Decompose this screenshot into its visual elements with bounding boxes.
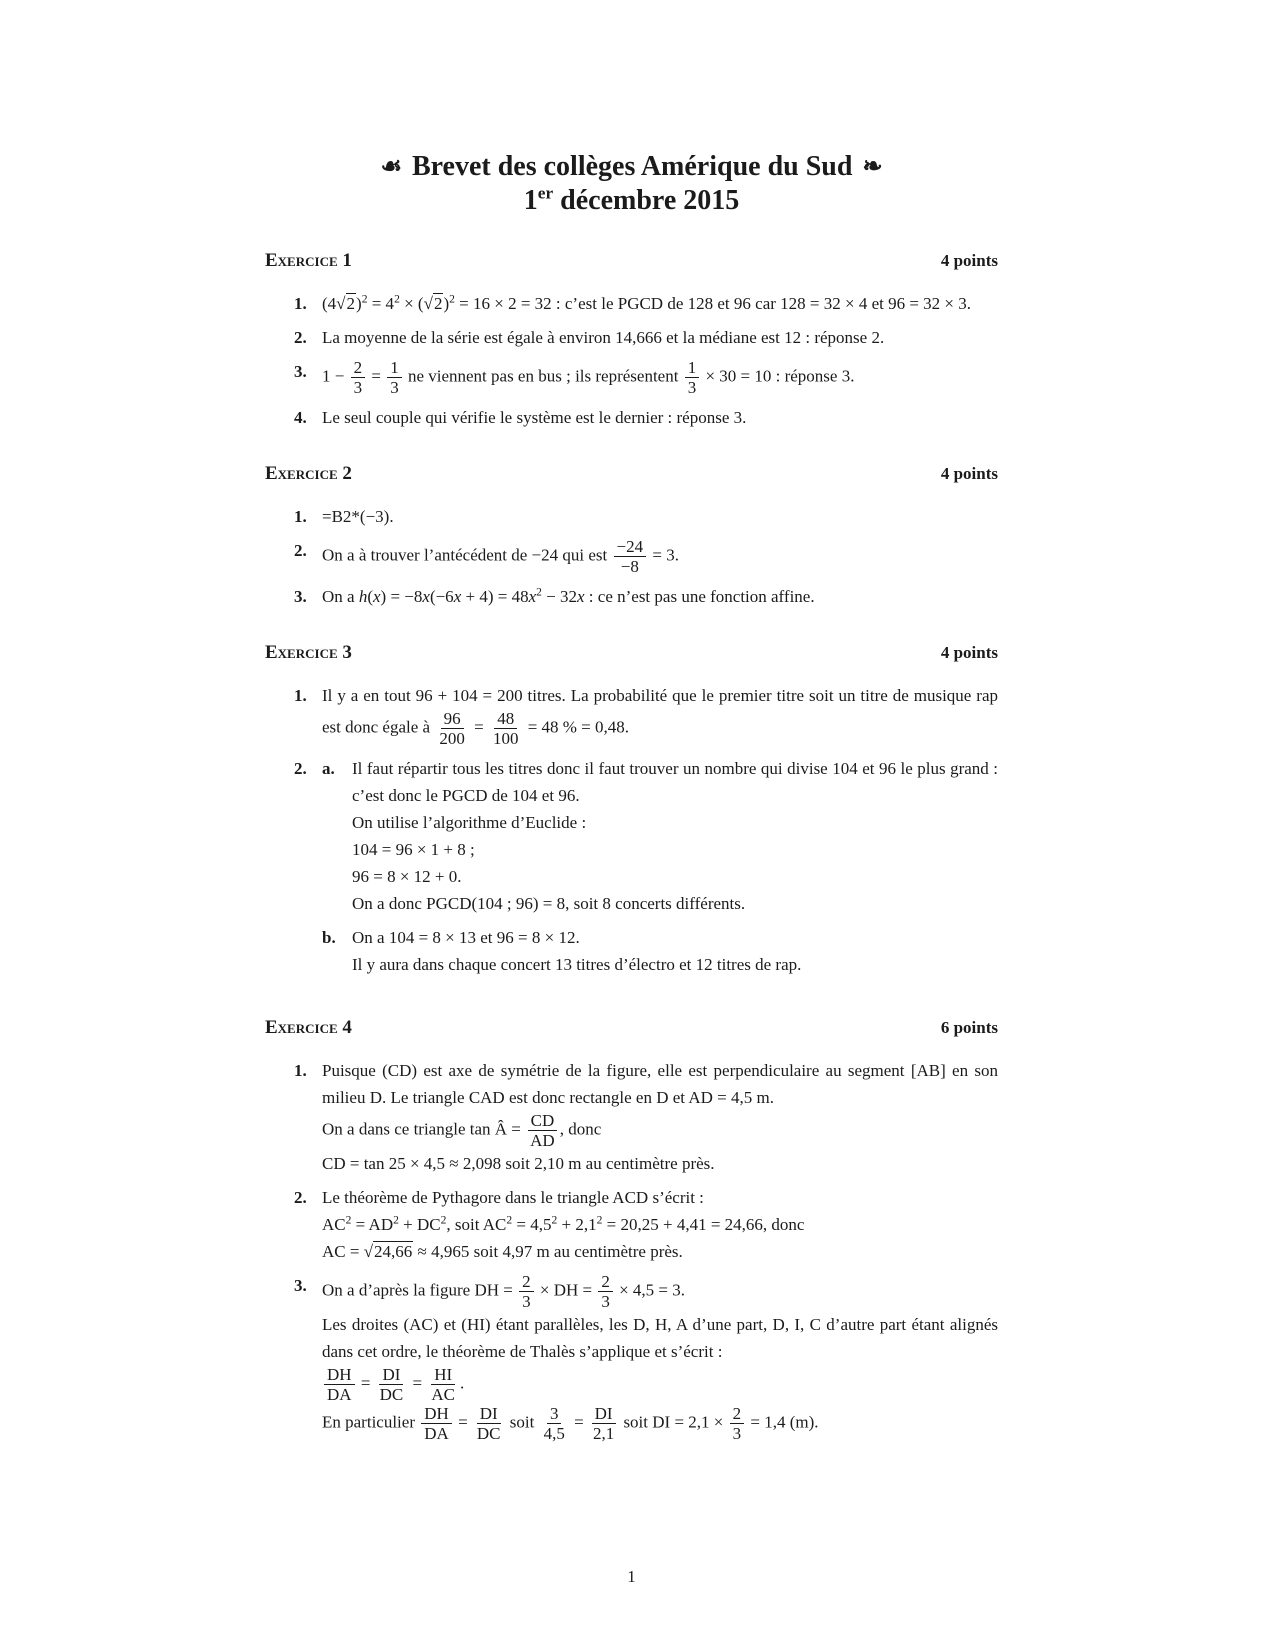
exercise-section [265,639,998,985]
item-number: 2. [294,328,307,347]
radicand: 2 [433,294,443,313]
fraction-numerator: DH [421,1404,452,1424]
paragraph: $(4√2)^2 = 4^2 \times (√2)^2 = 16 \times 2 = 32$ : c’est le PGCD de 128 et 96 car 128 = 32 × 4 et 96 = 32 × 3. [322,290,998,317]
exercise-points-badge: 4 points [940,643,998,662]
fraction-numerator: 2 [351,358,366,378]
exercise-section [265,460,998,610]
item-number: 2. [294,541,307,560]
exercise-heading: Exercice 1 [265,250,352,271]
fraction-denominator: 2,1 [592,1424,615,1443]
fraction [685,358,700,397]
exercise-points-badge: 4 points [940,464,998,483]
paragraph: En particulier $\frac{DH}{DA}$ = $\frac{DI}{DC}$ soit $\frac{3}{4,5}$ = $\frac{DI}{2,1}$ soit DI = 2,1 × $\frac{2}{3}$ = 1,4 (m). [322,1404,819,1443]
paragraph: On utilise l’algorithme d’Euclide : [352,813,587,832]
title-text: Brevet des collèges Amérique du Sud [411,151,853,182]
item-text [322,358,998,397]
paragraph: La moyenne de la série est égale à environ 14,666 et la médiane est 12 : réponse 2. [322,328,885,347]
fraction-numerator: DI [379,1365,403,1385]
fraction [421,1404,452,1443]
fraction-denominator: 3 [601,1292,610,1311]
math-variable: x [373,587,381,606]
date-ordinal-superscript: er [537,183,554,203]
paragraph: Le seul couple qui vérifie le système est le dernier : réponse 3. [322,408,747,427]
fraction-numerator: CD [528,1111,558,1131]
fraction-numerator: HI [431,1365,455,1385]
radical-sign-icon: √ [423,294,433,313]
fraction [436,709,468,748]
paragraph: On a dans ce triangle tan Â = $\frac{CD}{AD}$ , donc [322,1111,602,1150]
item-text [322,1184,998,1265]
paragraph: $\frac{DH}{DA}$ = $\frac{DI}{DC}$ = $\frac{HI}{AC}$ . [322,1365,998,1404]
item-text [322,583,998,610]
item-number: 4. [294,408,307,427]
fraction-numerator: DH [324,1365,355,1385]
item-text [322,324,998,351]
math-variable: x [528,587,537,606]
leaf-ornament-left-icon: ☙ [380,154,402,180]
fraction [614,537,647,576]
paragraph: 1 − $\frac{2}{3}$ = $\frac{1}{3}$ ne viennent pas en bus ; ils représentent $\frac{1}{3}$ × 30 = 10 : réponse 3. [322,358,855,397]
fraction-denominator: DA [327,1385,352,1404]
exercise-heading: Exercice 4 [265,1017,352,1038]
radical-sign-icon: √ [336,294,346,313]
paragraph: Puisque (CD) est axe de symétrie de la figure, elle est perpendiculaire au segment [AB] en son milieu D. Le triangle CAD est donc rectangle en D et AD = 4,5 m. [322,1061,998,1107]
exercise-items [265,682,998,985]
item-number: 3. [294,1276,307,1295]
paragraph: $AC^2 = AD^2 + DC^2$, soit $AC^2 = 4,5^2 + 2,1^2 = 20,25 + 4,41 = 24,66$, donc [322,1213,805,1234]
fraction-numerator: DI [592,1404,616,1424]
item-number: 3. [294,587,307,606]
exercise-header [265,460,998,487]
fraction [387,358,402,397]
list-item [265,404,998,431]
fraction [324,1365,355,1404]
item-number: 2. [294,759,307,778]
list-item [265,682,998,748]
date-text: décembre 2015 [553,185,740,216]
paragraph: On a 104 = 8 × 13 et 96 = 8 × 12. [352,928,580,947]
paragraph: =B2*(−3). [322,507,394,526]
item-number: 1. [294,294,307,313]
superscript: 2 [536,585,542,599]
item-text [322,404,998,431]
superscript: 2 [596,1213,603,1227]
paragraph: On a $h(x) = -8x(-6x + 4) = 48x^2 - 32x$ : ce n’est pas une fonction affine. [322,585,815,606]
paragraph: Il y a en tout 96 + 104 = 200 titres. La probabilité que le premier titre soit un titre de musique rap est donc égale à $\frac{96}{200}$ = $\frac{48}{100}$ = 48 % = 0,48. [322,686,998,748]
paragraph: On a d’après la figure DH = $\frac{2}{3}$ × DH = $\frac{2}{3}$ × 4,5 = 3. [322,1272,686,1311]
superscript: 2 [393,1213,399,1227]
item-number: 3. [294,362,307,381]
exercise-section [265,247,998,431]
superscript: 2 [449,292,455,306]
item-text [322,755,998,985]
paragraph: Il y aura dans chaque concert 13 titres d’électro et 12 titres de rap. [352,955,802,974]
list-item [265,324,998,351]
exercise-header [265,639,998,666]
leaf-ornament-right-icon: ❧ [862,154,883,180]
fraction-denominator: 200 [439,729,465,748]
paragraph: CD = tan 25 × 4,5 ≈ 2,098 soit 2,10 m au centimètre près. [322,1154,715,1173]
sub-item-text [352,924,998,978]
fraction-denominator: DC [476,1424,501,1443]
item-number: 1. [294,507,307,526]
fraction [598,1272,613,1311]
list-item [265,1184,998,1265]
fraction-denominator: DA [424,1424,449,1443]
fraction-denominator: 3 [353,378,363,397]
superscript: 2 [345,1213,352,1227]
paragraph: Le théorème de Pythagore dans le triangle ACD s’écrit : [322,1188,704,1207]
fraction [527,1111,558,1150]
sub-item-letter: a. [322,759,335,778]
paragraph: Les droites (AC) et (HI) étant parallèles, les D, H, A d’une part, D, I, C d’autre part étant alignés dans cet ordre, le théorème de Thalès s’applique et s’écrit : [322,1315,998,1361]
fraction-denominator: 3 [687,378,697,397]
fraction-denominator: 3 [390,378,399,397]
item-number: 2. [294,1188,307,1207]
exercise-items [265,1057,998,1443]
exercises-container [265,247,998,1443]
list-item [265,358,998,397]
radicand: 24,66 [374,1242,413,1261]
list-item [265,583,998,610]
item-text [322,290,998,317]
fraction [428,1365,458,1404]
list-item [265,755,998,985]
fraction-denominator: DC [379,1385,404,1404]
fraction [519,1272,534,1311]
square-root [336,294,356,313]
list-item [265,1057,998,1177]
fraction-numerator: −24 [614,537,647,557]
fraction-denominator: 3 [522,1292,531,1311]
exercise-points-badge: 6 points [940,1018,998,1037]
math-variable: h [358,587,368,606]
exercise-points-badge: 4 points [940,251,998,270]
sub-item-letter: b. [322,928,336,947]
sub-item-text [352,755,998,917]
fraction-numerator: 1 [685,358,700,378]
sub-list-item [322,755,998,917]
fraction-denominator: 100 [492,729,519,748]
fraction-denominator: 3 [732,1424,742,1443]
list-item [265,1272,998,1443]
item-text [322,537,998,576]
fraction-numerator: 2 [730,1404,745,1424]
math-variable: x [577,587,585,606]
math-variable: x [422,587,430,606]
fraction-numerator: 3 [547,1404,562,1424]
exercise-items [265,290,998,431]
paragraph: On a donc PGCD(104 ; 96) = 8, soit 8 concerts différents. [352,894,746,913]
superscript: 2 [551,1213,558,1227]
square-root [364,1242,414,1261]
item-text [322,503,998,530]
item-number: 1. [294,686,307,705]
paragraph: On a à trouver l’antécédent de −24 qui est $\frac{-24}{-8}$ = 3. [322,537,679,576]
exercise-items [265,503,998,610]
radicand: 2 [346,294,356,313]
item-text [322,682,998,748]
page-number: 1 [627,1567,636,1586]
paragraph: 96 = 8 × 12 + 0. [352,867,462,886]
paragraph: 104 = 96 × 1 + 8 ; [352,840,475,859]
exercise-header [265,1014,998,1041]
superscript: 2 [506,1213,513,1227]
fraction [351,358,366,397]
radical-sign-icon: √ [363,1242,374,1261]
paragraph: AC = √24,66 ≈ 4,965 soit 4,97 m au centimètre près. [322,1238,998,1265]
fraction [730,1404,745,1443]
fraction [541,1404,568,1443]
fraction [377,1365,407,1404]
fraction [490,709,522,748]
exercise-heading: Exercice 3 [265,642,352,663]
list-item [265,290,998,317]
fraction-numerator: DI [477,1404,501,1424]
fraction [474,1404,504,1443]
fraction-denominator: AC [431,1385,455,1404]
fraction-numerator: 1 [387,358,402,378]
date-number: 1 [523,185,538,216]
fraction-denominator: −8 [620,557,639,576]
fraction-denominator: AD [530,1131,555,1150]
superscript: 2 [440,1213,447,1227]
math-variable: x [453,587,462,606]
square-root [424,294,444,313]
item-text [322,1057,998,1177]
document-title [265,150,998,184]
list-item [265,537,998,576]
fraction-numerator: 48 [494,709,517,729]
superscript: 2 [361,292,368,306]
document-date [265,184,998,218]
fraction-numerator: 2 [598,1272,613,1292]
superscript: 2 [394,292,400,306]
exercise-heading: Exercice 2 [265,463,352,484]
fraction-numerator: 96 [441,709,464,729]
exercise-section [265,1014,998,1443]
list-item [265,503,998,530]
item-text [322,1272,998,1443]
fraction-numerator: 2 [519,1272,534,1292]
sub-list-item [322,924,998,978]
paragraph: Il faut répartir tous les titres donc il faut trouver un nombre qui divise 104 et 96 le plus grand : c’est donc le PGCD de 104 et 96. [352,759,998,805]
fraction [590,1404,617,1443]
item-number: 1. [294,1061,307,1080]
fraction-denominator: 4,5 [543,1424,565,1443]
exercise-header [265,247,998,274]
